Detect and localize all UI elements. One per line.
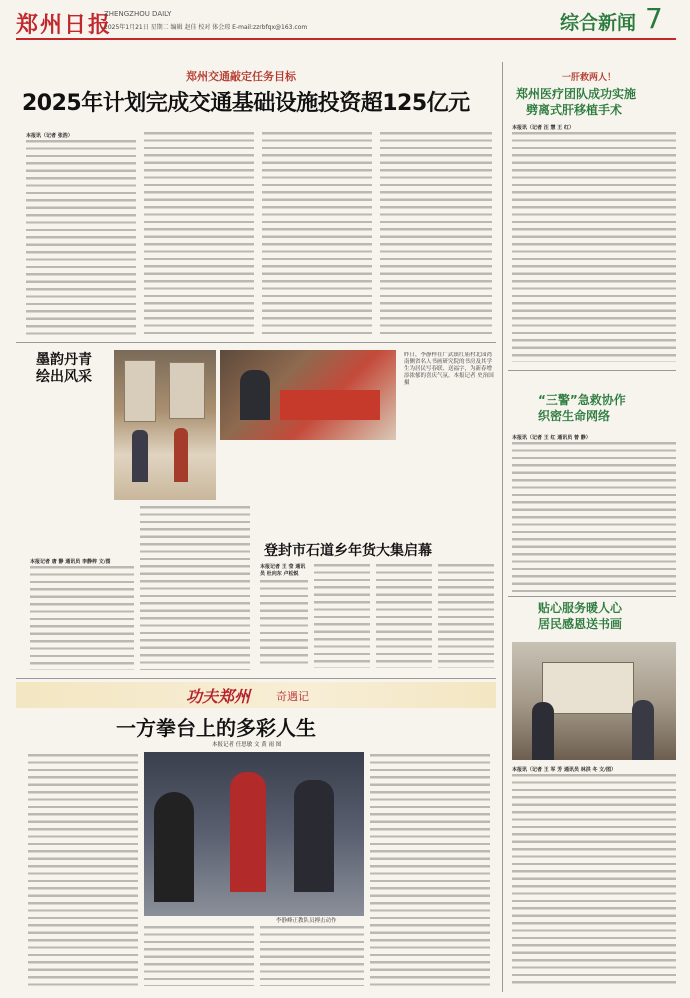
liver-byline: 本报讯（记者 汪 慧 王 红） <box>512 125 574 131</box>
kungfu-photo-caption: 李静峰正教队员搏击动作 <box>276 918 337 924</box>
punching-bag <box>154 792 194 902</box>
resident-figure <box>632 700 654 760</box>
market-story <box>260 440 496 670</box>
liver-story <box>508 62 676 367</box>
kungfu-byline: 本报记者 任思敏 文 黄 雨 图 <box>212 742 282 748</box>
divider <box>508 596 676 597</box>
lead-kicker: 郑州交通敲定任务目标 <box>186 70 296 83</box>
calligraphy-photo <box>220 350 396 440</box>
ink-text-column-2 <box>140 506 250 670</box>
newspaper-logo-english: ZHENGZHOU DAILY <box>104 10 172 18</box>
resident-figure <box>532 702 554 760</box>
calligraphy-scroll <box>542 662 634 714</box>
liver-kicker: 一肝救两人！ <box>562 73 617 83</box>
lead-headline: 2025年计划完成交通基础设施投资超125亿元 <box>22 91 470 116</box>
market-text-column-4 <box>438 564 494 668</box>
ink-photo-caption: 昨日，李静梓在广武镇红庙村北园湾南侧省名人书画研究院的书房及其学生为居民写春联、送福字，为新春增添浓郁的喜庆气氛。本报记者 史治国 摄 <box>404 352 494 386</box>
community-headline-line-1: 贴心服务暖人心 <box>538 601 623 615</box>
section-title: 综合新闻 <box>560 12 637 34</box>
newspaper-logo: 郑州日报 <box>16 12 113 38</box>
column-divider <box>502 62 503 992</box>
community-story <box>508 600 676 992</box>
visitor-figure <box>174 428 188 482</box>
liver-headline-line-1: 郑州医疗团队成功实施 <box>516 87 637 101</box>
liver-headline-line-2: 劈离式肝移植手术 <box>526 103 623 117</box>
divider <box>16 342 496 343</box>
lead-text-column-4 <box>380 132 492 336</box>
red-couplet-paper <box>280 390 380 420</box>
ink-text-column-1 <box>30 566 134 670</box>
kungfu-feature <box>16 682 496 992</box>
ink-title-line-1: 墨韵丹青 <box>36 352 92 368</box>
emergency-headline-line-1: “三警”急救协作 <box>538 393 626 407</box>
kungfu-text-column-2 <box>144 926 254 986</box>
boxing-photo <box>144 752 364 916</box>
ink-byline: 本报记者 唐 静 通讯员 李静梓 文/图 <box>30 559 111 565</box>
ink-title-line-2: 绘出风采 <box>36 369 92 385</box>
masthead <box>0 0 690 62</box>
masthead-rule <box>16 38 676 40</box>
divider <box>508 370 676 371</box>
lead-text-column-1 <box>26 140 136 336</box>
emergency-byline: 本报讯（记者 王 红 通讯员 曾 静） <box>512 435 591 441</box>
market-text-column-1 <box>260 580 308 668</box>
page-number: 7 <box>645 2 663 35</box>
dateline: 2025年1月21日 星期二 编辑 赵佳 校对 体会琼 E-mail:zzrbfqx@163.com <box>104 24 308 31</box>
emergency-story <box>508 374 676 594</box>
community-headline <box>538 600 622 632</box>
lead-byline: 本报讯（记者 张浩） <box>26 133 73 139</box>
market-byline: 本报记者 王 莹 通讯员 杜向东 卢松锐 <box>260 564 306 577</box>
emergency-headline-line-2: 织密生命网络 <box>538 409 611 423</box>
kungfu-text-column-1 <box>28 754 138 986</box>
coach-figure <box>230 772 266 892</box>
wall-painting <box>169 362 205 419</box>
visitor-figure <box>132 430 148 482</box>
lead-text-column-3 <box>262 132 372 336</box>
boxer-figure <box>294 780 334 892</box>
emergency-text <box>512 442 676 592</box>
kungfu-headline: 一方拳台上的多彩人生 <box>116 716 316 740</box>
wall-painting <box>124 360 156 422</box>
liver-text <box>512 132 676 362</box>
emergency-headline <box>538 392 626 424</box>
ink-title <box>36 352 92 386</box>
liver-headline <box>516 86 636 118</box>
exhibition-photo <box>114 350 216 500</box>
feature-banner <box>16 682 496 708</box>
lead-text-column-2 <box>144 132 254 336</box>
divider <box>16 678 496 679</box>
market-text-column-2 <box>314 564 370 668</box>
market-headline: 登封市石道乡年货大集启幕 <box>264 543 432 559</box>
calligrapher-figure <box>240 370 270 420</box>
feature-banner-subtitle: 奇遇记 <box>276 690 309 703</box>
community-headline-line-2: 居民感恩送书画 <box>538 617 623 631</box>
kungfu-text-column-4 <box>370 754 490 986</box>
community-photo <box>512 642 676 760</box>
lead-story <box>16 62 496 342</box>
feature-banner-title: 功夫郑州 <box>186 687 251 706</box>
kungfu-text-column-3 <box>260 926 364 986</box>
market-text-column-3 <box>376 564 432 668</box>
community-text <box>512 774 676 988</box>
community-byline: 本报讯（记者 王 军 芳 通讯员 林洪 冬 文/图） <box>512 767 617 773</box>
